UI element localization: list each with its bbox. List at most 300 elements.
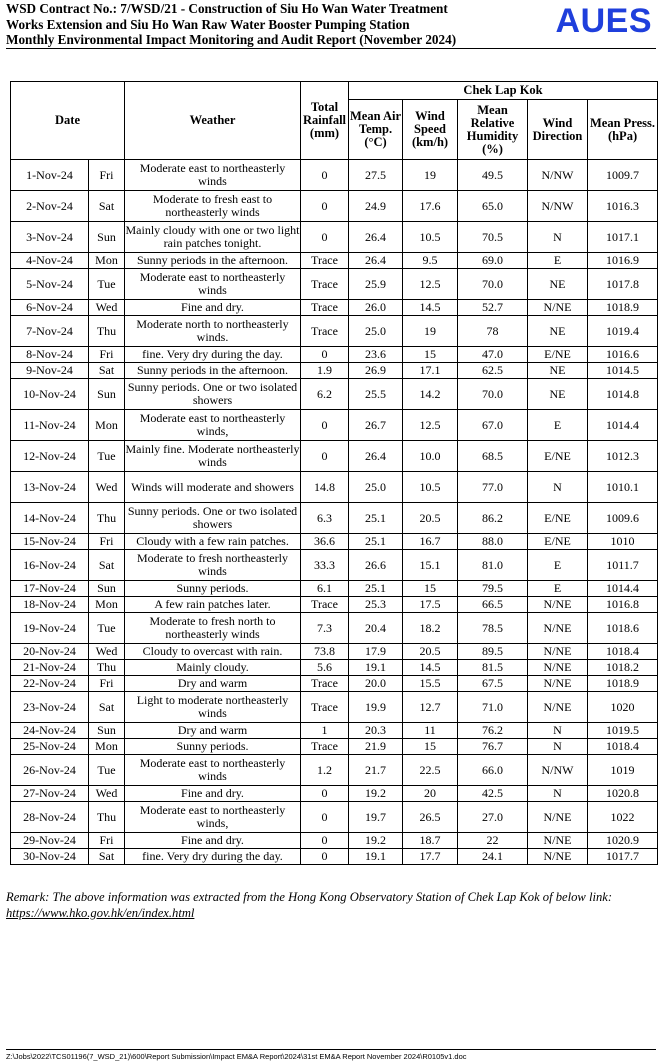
wind-direction-cell: N/NE bbox=[528, 644, 588, 660]
rainfall-cell: 0 bbox=[301, 802, 349, 833]
rainfall-cell: 14.8 bbox=[301, 472, 349, 503]
temp-cell: 27.5 bbox=[349, 160, 403, 191]
date-cell: 22-Nov-24 bbox=[11, 676, 89, 692]
pressure-cell: 1020.8 bbox=[588, 786, 658, 802]
wind-direction-cell: N/NW bbox=[528, 755, 588, 786]
wind-direction-header: Wind Direction bbox=[528, 100, 588, 160]
date-cell: 23-Nov-24 bbox=[11, 692, 89, 723]
temp-cell: 25.9 bbox=[349, 269, 403, 300]
rainfall-cell: Trace bbox=[301, 269, 349, 300]
wind-direction-cell: N bbox=[528, 786, 588, 802]
table-row bbox=[11, 253, 658, 269]
wind-speed-cell: 17.1 bbox=[403, 363, 458, 379]
date-cell: 30-Nov-24 bbox=[11, 849, 89, 865]
date-cell: 15-Nov-24 bbox=[11, 534, 89, 550]
day-cell: Tue bbox=[89, 269, 125, 300]
table-row bbox=[11, 472, 658, 503]
day-cell: Tue bbox=[89, 755, 125, 786]
rainfall-cell: Trace bbox=[301, 676, 349, 692]
humidity-cell: 68.5 bbox=[458, 441, 528, 472]
date-cell: 7-Nov-24 bbox=[11, 316, 89, 347]
wind-direction-cell: N/NE bbox=[528, 597, 588, 613]
title-line-1: WSD Contract No.: 7/WSD/21 - Construction of Siu Ho Wan Water Treatment bbox=[6, 1, 448, 16]
table-row bbox=[11, 802, 658, 833]
wind-speed-cell: 14.2 bbox=[403, 379, 458, 410]
pressure-cell: 1018.9 bbox=[588, 300, 658, 316]
day-cell: Fri bbox=[89, 347, 125, 363]
humidity-cell: 66.0 bbox=[458, 755, 528, 786]
wind-direction-cell: N/NE bbox=[528, 802, 588, 833]
weather-cell: Light to moderate northeasterly winds bbox=[125, 692, 301, 723]
rainfall-cell: 1 bbox=[301, 723, 349, 739]
pressure-cell: 1018.9 bbox=[588, 676, 658, 692]
day-cell: Sun bbox=[89, 723, 125, 739]
weather-header: Weather bbox=[125, 82, 301, 160]
date-cell: 18-Nov-24 bbox=[11, 597, 89, 613]
temp-cell: 26.4 bbox=[349, 441, 403, 472]
table-row bbox=[11, 644, 658, 660]
wind-speed-cell: 12.5 bbox=[403, 269, 458, 300]
table-row bbox=[11, 191, 658, 222]
temp-cell: 21.7 bbox=[349, 755, 403, 786]
wind-direction-cell: N bbox=[528, 472, 588, 503]
weather-cell: Dry and warm bbox=[125, 723, 301, 739]
header-divider bbox=[6, 48, 656, 49]
table-row bbox=[11, 410, 658, 441]
rainfall-cell: 36.6 bbox=[301, 534, 349, 550]
rainfall-cell: 6.1 bbox=[301, 581, 349, 597]
wind-speed-cell: 19 bbox=[403, 316, 458, 347]
date-cell: 26-Nov-24 bbox=[11, 755, 89, 786]
wind-direction-cell: NE bbox=[528, 363, 588, 379]
wind-direction-cell: N/NE bbox=[528, 849, 588, 865]
pressure-cell: 1010 bbox=[588, 534, 658, 550]
pressure-cell: 1017.8 bbox=[588, 269, 658, 300]
report-title bbox=[6, 1, 526, 48]
humidity-cell: 42.5 bbox=[458, 786, 528, 802]
temp-cell: 19.2 bbox=[349, 833, 403, 849]
rainfall-cell: 0 bbox=[301, 441, 349, 472]
aues-logo: AUES bbox=[555, 2, 652, 40]
humidity-cell: 76.2 bbox=[458, 723, 528, 739]
humidity-cell: 78 bbox=[458, 316, 528, 347]
table-row bbox=[11, 160, 658, 191]
wind-speed-cell: 15 bbox=[403, 739, 458, 755]
wind-speed-cell: 22.5 bbox=[403, 755, 458, 786]
day-cell: Sat bbox=[89, 849, 125, 865]
rainfall-cell: 0 bbox=[301, 833, 349, 849]
pressure-cell: 1016.6 bbox=[588, 347, 658, 363]
date-cell: 13-Nov-24 bbox=[11, 472, 89, 503]
humidity-cell: 79.5 bbox=[458, 581, 528, 597]
weather-cell: fine. Very dry during the day. bbox=[125, 347, 301, 363]
humidity-cell: 65.0 bbox=[458, 191, 528, 222]
wind-speed-cell: 10.5 bbox=[403, 222, 458, 253]
day-cell: Thu bbox=[89, 316, 125, 347]
humidity-cell: 89.5 bbox=[458, 644, 528, 660]
temp-cell: 26.6 bbox=[349, 550, 403, 581]
pressure-cell: 1018.4 bbox=[588, 644, 658, 660]
rainfall-cell: 1.9 bbox=[301, 363, 349, 379]
weather-rows bbox=[11, 160, 658, 865]
temp-cell: 24.9 bbox=[349, 191, 403, 222]
temp-cell: 19.1 bbox=[349, 849, 403, 865]
pressure-cell: 1018.4 bbox=[588, 739, 658, 755]
weather-cell: Cloudy to overcast with rain. bbox=[125, 644, 301, 660]
weather-cell: Moderate to fresh northeasterly winds bbox=[125, 550, 301, 581]
table-row bbox=[11, 316, 658, 347]
humidity-cell: 22 bbox=[458, 833, 528, 849]
day-cell: Fri bbox=[89, 833, 125, 849]
date-cell: 3-Nov-24 bbox=[11, 222, 89, 253]
pressure-cell: 1009.7 bbox=[588, 160, 658, 191]
weather-cell: Fine and dry. bbox=[125, 786, 301, 802]
day-cell: Mon bbox=[89, 739, 125, 755]
pressure-cell: 1016.9 bbox=[588, 253, 658, 269]
pressure-cell: 1020.9 bbox=[588, 833, 658, 849]
pressure-cell: 1017.1 bbox=[588, 222, 658, 253]
table-row bbox=[11, 723, 658, 739]
rainfall-cell: 0 bbox=[301, 410, 349, 441]
pressure-cell: 1018.2 bbox=[588, 660, 658, 676]
date-cell: 4-Nov-24 bbox=[11, 253, 89, 269]
rainfall-cell: 0 bbox=[301, 160, 349, 191]
temp-cell: 19.1 bbox=[349, 660, 403, 676]
file-path-footer: Z:\Jobs\2022\TCS01196(7_WSD_21)\600\Report Submission\Impact EM&A Report\2024\31st EM&A Report November 2024\R0105v1.doc bbox=[6, 1052, 467, 1061]
date-cell: 8-Nov-24 bbox=[11, 347, 89, 363]
pressure-cell: 1019.5 bbox=[588, 723, 658, 739]
temp-cell: 25.3 bbox=[349, 597, 403, 613]
table-row bbox=[11, 786, 658, 802]
rainfall-cell: Trace bbox=[301, 253, 349, 269]
title-line-2: Works Extension and Siu Ho Wan Raw Water Booster Pumping Station bbox=[6, 16, 410, 32]
table-row bbox=[11, 597, 658, 613]
pressure-cell: 1016.8 bbox=[588, 597, 658, 613]
wind-direction-cell: N/NE bbox=[528, 676, 588, 692]
humidity-cell: 70.0 bbox=[458, 379, 528, 410]
date-cell: 12-Nov-24 bbox=[11, 441, 89, 472]
table-row bbox=[11, 849, 658, 865]
wind-speed-cell: 20 bbox=[403, 786, 458, 802]
table-row bbox=[11, 269, 658, 300]
pressure-header: Mean Press. (hPa) bbox=[588, 100, 658, 160]
rainfall-cell: 0 bbox=[301, 849, 349, 865]
rainfall-cell: 0 bbox=[301, 786, 349, 802]
day-cell: Sun bbox=[89, 222, 125, 253]
wind-speed-cell: 16.7 bbox=[403, 534, 458, 550]
humidity-cell: 62.5 bbox=[458, 363, 528, 379]
wind-speed-cell: 20.5 bbox=[403, 644, 458, 660]
weather-cell: Sunny periods. One or two isolated showers bbox=[125, 503, 301, 534]
day-cell: Thu bbox=[89, 660, 125, 676]
hko-link[interactable]: https://www.hko.gov.hk/en/index.html bbox=[6, 906, 195, 920]
date-cell: 20-Nov-24 bbox=[11, 644, 89, 660]
rainfall-cell: Trace bbox=[301, 739, 349, 755]
temp-cell: 20.0 bbox=[349, 676, 403, 692]
humidity-cell: 24.1 bbox=[458, 849, 528, 865]
table-row bbox=[11, 660, 658, 676]
humidity-cell: 86.2 bbox=[458, 503, 528, 534]
weather-cell: A few rain patches later. bbox=[125, 597, 301, 613]
day-cell: Thu bbox=[89, 802, 125, 833]
pressure-cell: 1014.4 bbox=[588, 410, 658, 441]
wind-direction-cell: NE bbox=[528, 379, 588, 410]
day-cell: Wed bbox=[89, 472, 125, 503]
day-cell: Mon bbox=[89, 410, 125, 441]
date-cell: 10-Nov-24 bbox=[11, 379, 89, 410]
humidity-cell: 70.5 bbox=[458, 222, 528, 253]
weather-cell: Mainly cloudy. bbox=[125, 660, 301, 676]
rainfall-cell: Trace bbox=[301, 597, 349, 613]
temp-cell: 26.9 bbox=[349, 363, 403, 379]
wind-speed-cell: 17.5 bbox=[403, 597, 458, 613]
weather-cell: Sunny periods in the afternoon. bbox=[125, 363, 301, 379]
table-row bbox=[11, 739, 658, 755]
rainfall-cell: Trace bbox=[301, 316, 349, 347]
rainfall-cell: 0 bbox=[301, 347, 349, 363]
wind-direction-cell: E bbox=[528, 581, 588, 597]
temp-cell: 26.4 bbox=[349, 253, 403, 269]
pressure-cell: 1019.4 bbox=[588, 316, 658, 347]
date-cell: 16-Nov-24 bbox=[11, 550, 89, 581]
weather-cell: Fine and dry. bbox=[125, 833, 301, 849]
wind-speed-cell: 19 bbox=[403, 160, 458, 191]
wind-speed-cell: 17.6 bbox=[403, 191, 458, 222]
table-row bbox=[11, 581, 658, 597]
pressure-cell: 1022 bbox=[588, 802, 658, 833]
wind-direction-cell: N bbox=[528, 723, 588, 739]
temp-cell: 25.1 bbox=[349, 534, 403, 550]
humidity-cell: 52.7 bbox=[458, 300, 528, 316]
day-cell: Wed bbox=[89, 786, 125, 802]
weather-cell: Moderate east to northeasterly winds bbox=[125, 755, 301, 786]
station-header: Chek Lap Kok bbox=[349, 82, 658, 100]
humidity-cell: 78.5 bbox=[458, 613, 528, 644]
remark-text: Remark: The above information was extracted from the Hong Kong Observatory Station of Chek Lap Kok of below link: bbox=[6, 890, 613, 904]
rainfall-cell: 6.2 bbox=[301, 379, 349, 410]
wind-direction-cell: E/NE bbox=[528, 347, 588, 363]
humidity-cell: 66.5 bbox=[458, 597, 528, 613]
temp-cell: 26.0 bbox=[349, 300, 403, 316]
rainfall-header: Total Rainfall (mm) bbox=[301, 82, 349, 160]
date-cell: 19-Nov-24 bbox=[11, 613, 89, 644]
wind-speed-cell: 20.5 bbox=[403, 503, 458, 534]
wind-direction-cell: E/NE bbox=[528, 503, 588, 534]
wind-speed-header: Wind Speed (km/h) bbox=[403, 100, 458, 160]
date-cell: 21-Nov-24 bbox=[11, 660, 89, 676]
humidity-cell: 81.0 bbox=[458, 550, 528, 581]
day-cell: Wed bbox=[89, 644, 125, 660]
wind-direction-cell: NE bbox=[528, 316, 588, 347]
pressure-cell: 1012.3 bbox=[588, 441, 658, 472]
date-header: Date bbox=[11, 82, 125, 160]
wind-direction-cell: N/NE bbox=[528, 300, 588, 316]
weather-cell: Sunny periods. One or two isolated showers bbox=[125, 379, 301, 410]
wind-direction-cell: N bbox=[528, 222, 588, 253]
table-row bbox=[11, 613, 658, 644]
weather-cell: Mainly fine. Moderate northeasterly winds bbox=[125, 441, 301, 472]
rainfall-cell: 0 bbox=[301, 222, 349, 253]
date-cell: 1-Nov-24 bbox=[11, 160, 89, 191]
weather-cell: Mainly cloudy with one or two light rain patches tonight. bbox=[125, 222, 301, 253]
footer-divider bbox=[6, 1049, 656, 1050]
weather-cell: Fine and dry. bbox=[125, 300, 301, 316]
humidity-cell: 47.0 bbox=[458, 347, 528, 363]
report-header bbox=[6, 0, 656, 48]
day-cell: Sun bbox=[89, 379, 125, 410]
wind-speed-cell: 15 bbox=[403, 347, 458, 363]
wind-direction-cell: N/NW bbox=[528, 191, 588, 222]
pressure-cell: 1019 bbox=[588, 755, 658, 786]
wind-speed-cell: 17.7 bbox=[403, 849, 458, 865]
day-cell: Fri bbox=[89, 534, 125, 550]
table-row bbox=[11, 833, 658, 849]
weather-cell: Sunny periods. bbox=[125, 739, 301, 755]
humidity-cell: 67.0 bbox=[458, 410, 528, 441]
table-row bbox=[11, 379, 658, 410]
weather-cell: Moderate north to northeasterly winds. bbox=[125, 316, 301, 347]
wind-speed-cell: 12.7 bbox=[403, 692, 458, 723]
wind-speed-cell: 15.1 bbox=[403, 550, 458, 581]
day-cell: Fri bbox=[89, 160, 125, 191]
date-cell: 11-Nov-24 bbox=[11, 410, 89, 441]
table-row bbox=[11, 534, 658, 550]
weather-cell: Moderate east to northeasterly winds, bbox=[125, 802, 301, 833]
day-cell: Sat bbox=[89, 692, 125, 723]
temp-cell: 20.3 bbox=[349, 723, 403, 739]
wind-direction-cell: N/NE bbox=[528, 692, 588, 723]
table-row bbox=[11, 503, 658, 534]
wind-speed-cell: 14.5 bbox=[403, 300, 458, 316]
day-cell: Mon bbox=[89, 253, 125, 269]
date-cell: 5-Nov-24 bbox=[11, 269, 89, 300]
weather-cell: Moderate east to northeasterly winds bbox=[125, 160, 301, 191]
weather-cell: Winds will moderate and showers bbox=[125, 472, 301, 503]
wind-speed-cell: 14.5 bbox=[403, 660, 458, 676]
date-cell: 14-Nov-24 bbox=[11, 503, 89, 534]
table-row bbox=[11, 676, 658, 692]
weather-cell: Sunny periods in the afternoon. bbox=[125, 253, 301, 269]
wind-speed-cell: 9.5 bbox=[403, 253, 458, 269]
wind-speed-cell: 12.5 bbox=[403, 410, 458, 441]
day-cell: Sat bbox=[89, 363, 125, 379]
date-cell: 2-Nov-24 bbox=[11, 191, 89, 222]
rainfall-cell: 5.6 bbox=[301, 660, 349, 676]
weather-cell: Cloudy with a few rain patches. bbox=[125, 534, 301, 550]
pressure-cell: 1020 bbox=[588, 692, 658, 723]
wind-direction-cell: E/NE bbox=[528, 534, 588, 550]
humidity-cell: 67.5 bbox=[458, 676, 528, 692]
temp-cell: 25.1 bbox=[349, 503, 403, 534]
temp-cell: 21.9 bbox=[349, 739, 403, 755]
table-row bbox=[11, 550, 658, 581]
day-cell: Wed bbox=[89, 300, 125, 316]
table-row bbox=[11, 222, 658, 253]
wind-direction-cell: N/NE bbox=[528, 833, 588, 849]
temp-cell: 25.5 bbox=[349, 379, 403, 410]
title-line-3: Monthly Environmental Impact Monitoring and Audit Report (November 2024) bbox=[6, 32, 457, 47]
rainfall-cell: Trace bbox=[301, 300, 349, 316]
wind-direction-cell: N/NE bbox=[528, 613, 588, 644]
pressure-cell: 1010.1 bbox=[588, 472, 658, 503]
date-cell: 25-Nov-24 bbox=[11, 739, 89, 755]
temp-cell: 17.9 bbox=[349, 644, 403, 660]
humidity-cell: 71.0 bbox=[458, 692, 528, 723]
humidity-cell: 49.5 bbox=[458, 160, 528, 191]
date-cell: 24-Nov-24 bbox=[11, 723, 89, 739]
remark bbox=[6, 889, 658, 921]
temp-cell: 20.4 bbox=[349, 613, 403, 644]
humidity-cell: 81.5 bbox=[458, 660, 528, 676]
weather-cell: Moderate to fresh east to northeasterly winds bbox=[125, 191, 301, 222]
wind-speed-cell: 15 bbox=[403, 581, 458, 597]
pressure-cell: 1014.8 bbox=[588, 379, 658, 410]
pressure-cell: 1018.6 bbox=[588, 613, 658, 644]
day-cell: Thu bbox=[89, 503, 125, 534]
pressure-cell: 1009.6 bbox=[588, 503, 658, 534]
humidity-cell: 77.0 bbox=[458, 472, 528, 503]
pressure-cell: 1014.4 bbox=[588, 581, 658, 597]
weather-cell: fine. Very dry during the day. bbox=[125, 849, 301, 865]
date-cell: 28-Nov-24 bbox=[11, 802, 89, 833]
day-cell: Tue bbox=[89, 441, 125, 472]
wind-direction-cell: E bbox=[528, 253, 588, 269]
wind-direction-cell: N/NW bbox=[528, 160, 588, 191]
temp-cell: 26.4 bbox=[349, 222, 403, 253]
temp-cell: 25.0 bbox=[349, 316, 403, 347]
temp-cell: 23.6 bbox=[349, 347, 403, 363]
wind-direction-cell: E/NE bbox=[528, 441, 588, 472]
wind-speed-cell: 15.5 bbox=[403, 676, 458, 692]
weather-table bbox=[10, 81, 658, 865]
table-row bbox=[11, 441, 658, 472]
wind-speed-cell: 10.5 bbox=[403, 472, 458, 503]
wind-direction-cell: N bbox=[528, 739, 588, 755]
date-cell: 27-Nov-24 bbox=[11, 786, 89, 802]
weather-cell: Dry and warm bbox=[125, 676, 301, 692]
pressure-cell: 1011.7 bbox=[588, 550, 658, 581]
wind-direction-cell: E bbox=[528, 410, 588, 441]
table-row bbox=[11, 692, 658, 723]
day-cell: Sat bbox=[89, 550, 125, 581]
humidity-cell: 69.0 bbox=[458, 253, 528, 269]
date-cell: 17-Nov-24 bbox=[11, 581, 89, 597]
rainfall-cell: 73.8 bbox=[301, 644, 349, 660]
date-cell: 9-Nov-24 bbox=[11, 363, 89, 379]
temp-header: Mean Air Temp. (°C) bbox=[349, 100, 403, 160]
humidity-cell: 88.0 bbox=[458, 534, 528, 550]
weather-cell: Moderate to fresh north to northeasterly winds bbox=[125, 613, 301, 644]
rainfall-cell: 6.3 bbox=[301, 503, 349, 534]
rainfall-cell: 33.3 bbox=[301, 550, 349, 581]
weather-cell: Moderate east to northeasterly winds, bbox=[125, 410, 301, 441]
wind-speed-cell: 18.7 bbox=[403, 833, 458, 849]
date-cell: 6-Nov-24 bbox=[11, 300, 89, 316]
rainfall-cell: 1.2 bbox=[301, 755, 349, 786]
day-cell: Mon bbox=[89, 597, 125, 613]
table-row bbox=[11, 300, 658, 316]
pressure-cell: 1017.7 bbox=[588, 849, 658, 865]
rainfall-cell: 7.3 bbox=[301, 613, 349, 644]
table-row bbox=[11, 363, 658, 379]
temp-cell: 26.7 bbox=[349, 410, 403, 441]
weather-cell: Moderate east to northeasterly winds bbox=[125, 269, 301, 300]
wind-speed-cell: 10.0 bbox=[403, 441, 458, 472]
date-cell: 29-Nov-24 bbox=[11, 833, 89, 849]
temp-cell: 25.1 bbox=[349, 581, 403, 597]
wind-direction-cell: E bbox=[528, 550, 588, 581]
weather-cell: Sunny periods. bbox=[125, 581, 301, 597]
